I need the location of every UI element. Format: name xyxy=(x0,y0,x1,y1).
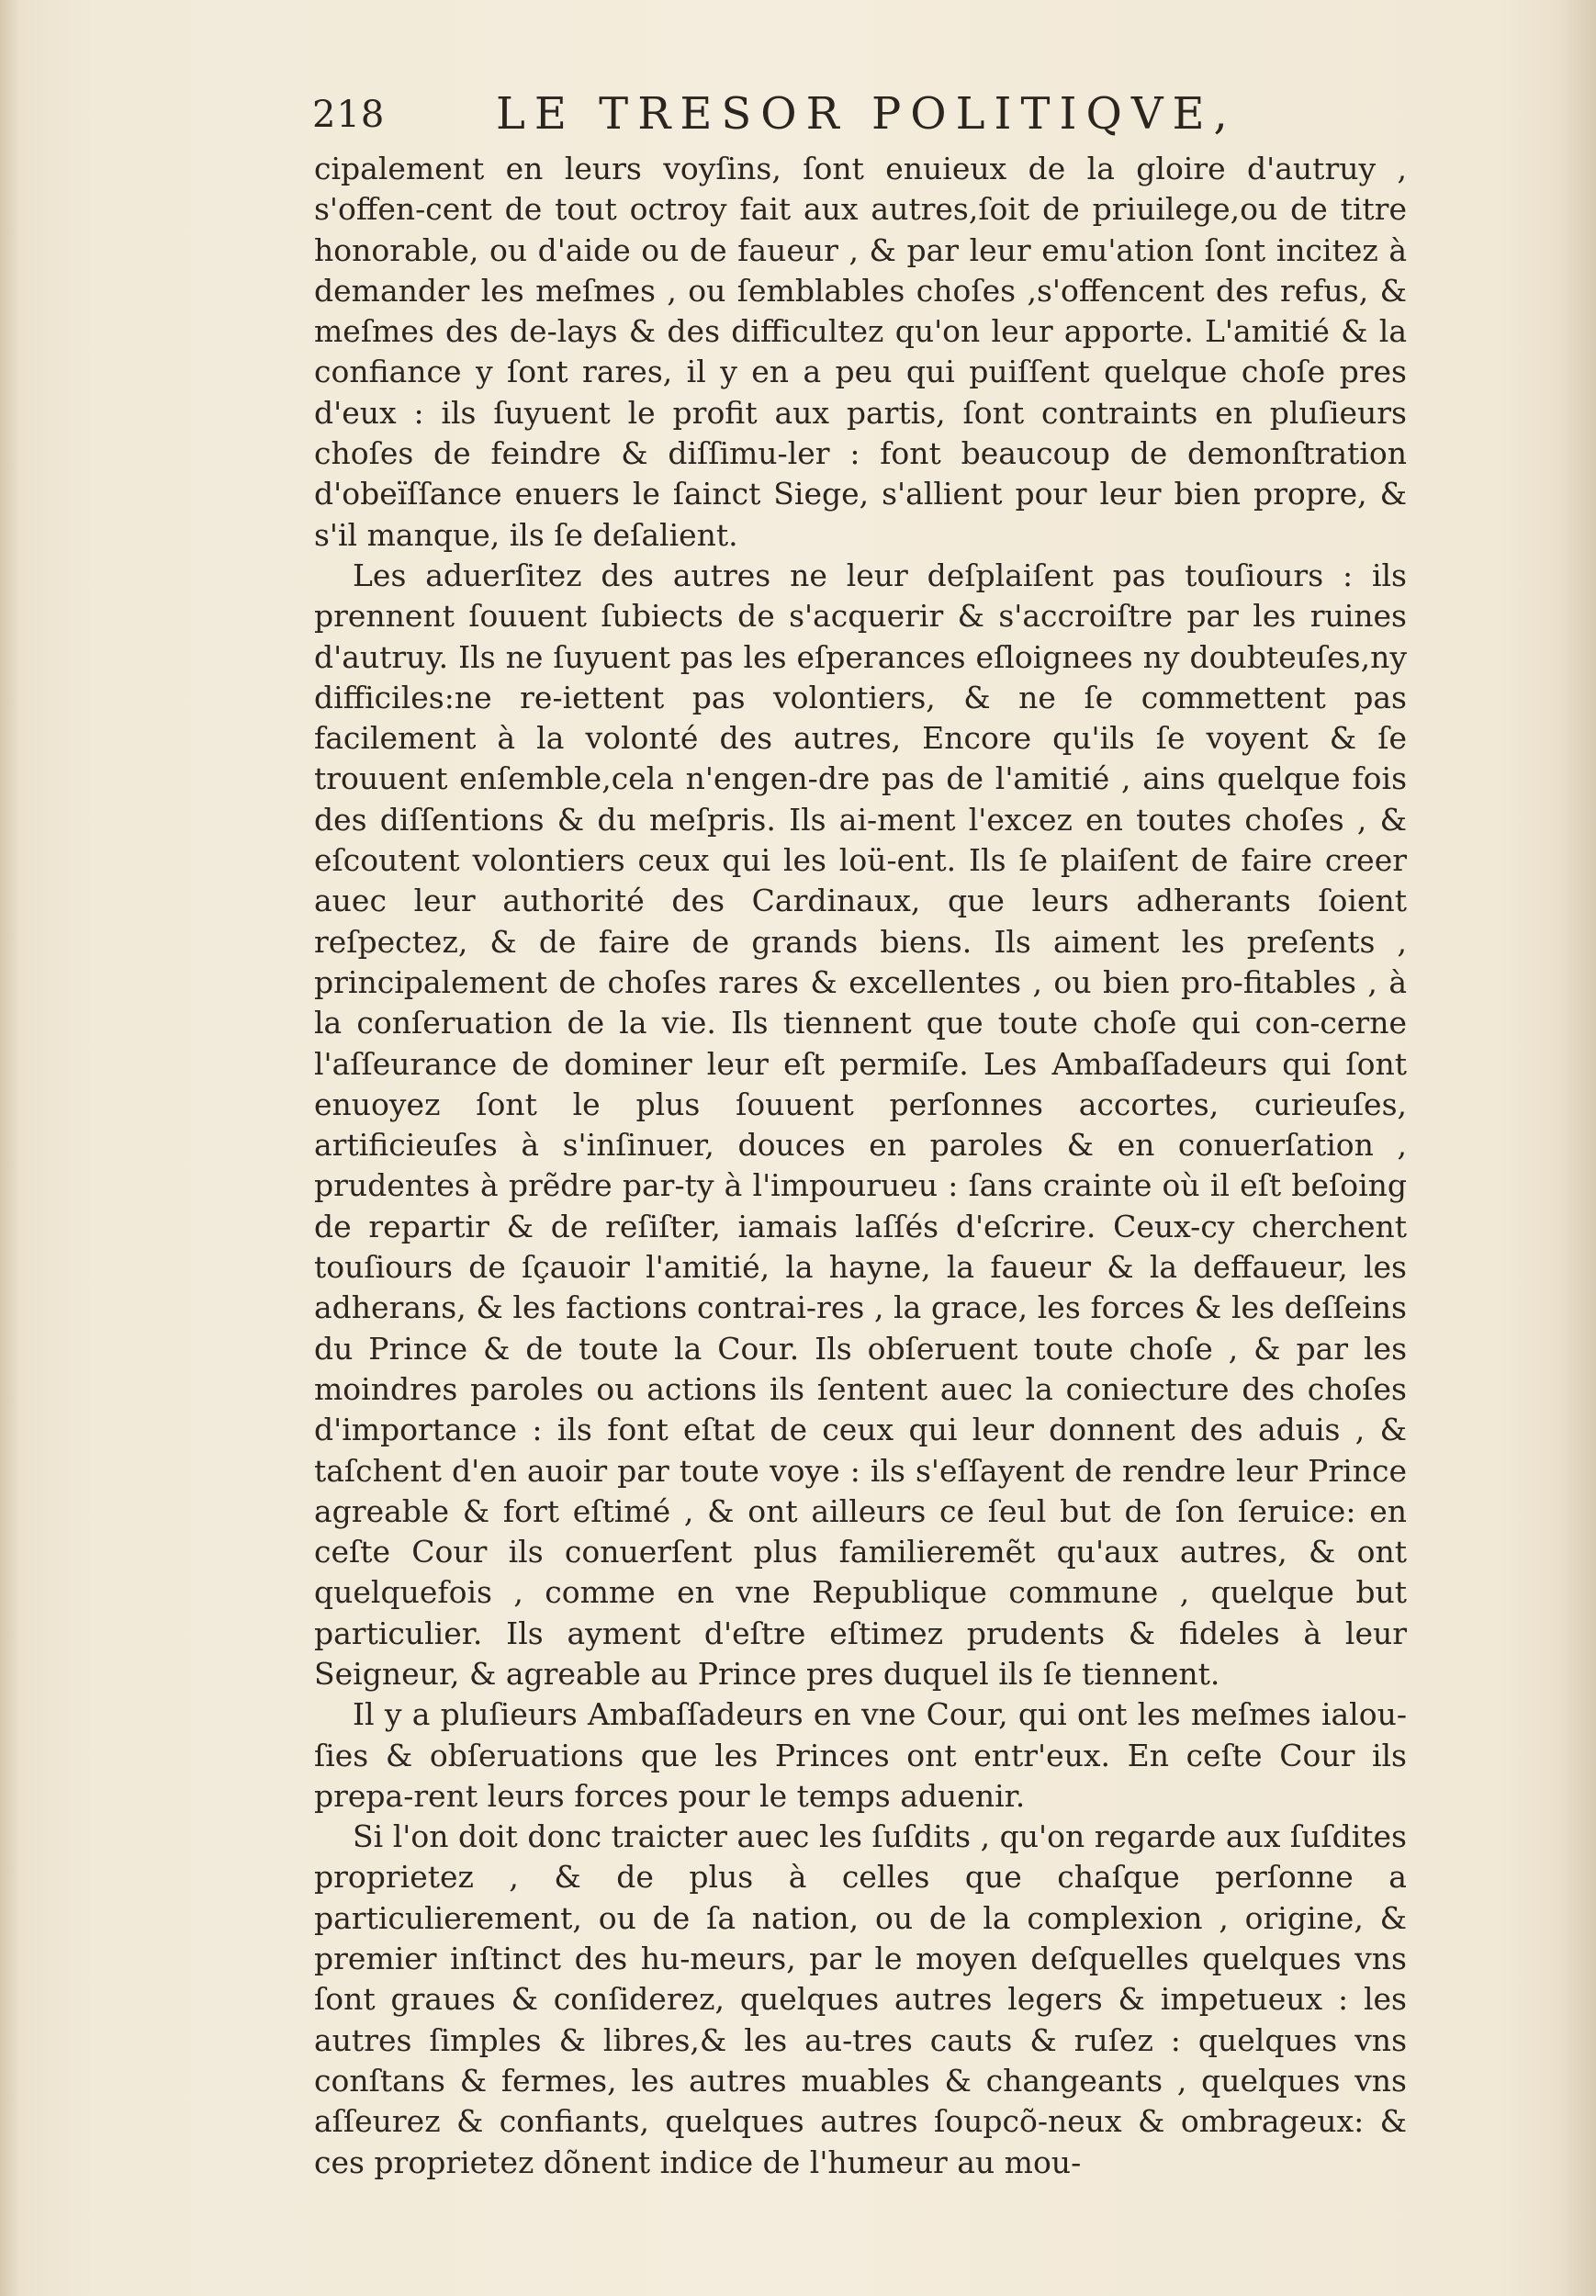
paragraph-2: Les aduerſitez des autres ne leur deſplaiſent pas touſiours : ils prennent ſouuent ſubiects de s'acquerir & s'accroiſtre par les ruines d'autruy. Ils ne ſuyuent pas les eſperances eſloignees ny doubteuſes,ny difficiles:ne re-iettent pas volontiers, & ne ſe commettent pas facilement à la volonté des autres, Encore qu'ils ſe voyent & ſe trouuent enſemble,cela n'engen-dre pas de l'amitié , ains quelque fois des diſſentions & du meſpris. Ils ai-ment l'excez en toutes choſes , & eſcoutent volontiers ceux qui les loü-ent. Ils ſe plaiſent de faire creer auec leur authorité des Cardinaux, que leurs adherants ſoient reſpectez, & de faire de grands biens. Ils aiment les preſents , principalement de choſes rares & excellentes , ou bien pro-fitables , à la conſeruation de la vie. Ils tiennent que toute choſe qui con-cerne l'aſſeurance de dominer leur eſt permiſe. Les Ambaſſadeurs qui ſont enuoyez ſont le plus ſouuent perſonnes accortes, curieuſes, artificieuſes à s'inſinuer, douces en paroles & en conuerſation , prudentes à prẽdre par-ty à l'impourueu : ſans crainte où il eſt beſoing de repartir & de reſiſter, iamais laſſés d'eſcrire. Ceux-cy cherchent touſiours de ſçauoir l'amitié, la hayne, la faueur & la deffaueur, les adherans, & les factions contrai-res , la grace, les forces & les deſſeins du Prince & de toute la Cour. Ils obſeruent toute choſe , & par les moindres paroles ou actions ils ſentent auec la coniecture des choſes d'importance : ils font eſtat de ceux qui leur donnent des aduis , & taſchent d'en auoir par toute voye : ils s'eſſayent de rendre leur Prince agreable & fort eſtimé , & ont ailleurs ce ſeul but de ſon ſeruice: en ceſte Cour ils conuerſent plus familieremẽt qu'aux autres, & ont quelquefois , comme en vne Republique commune , quelque but particulier. Ils ayment d'eſtre eſtimez prudents & fideles à leur Seigneur, & agreable au Prince pres duquel ils ſe tiennent. xyxy=(314,557,1407,1692)
page-header xyxy=(312,88,1267,143)
paragraph-3: Il y a pluſieurs Ambaſſadeurs en vne Cour, qui ont les meſmes ialou-ſies & obſeruations que les Princes ont entr'eux. En ceſte Cour ils prepa-rent leurs forces pour le temps aduenir. xyxy=(314,1696,1407,1814)
body-text xyxy=(314,149,1407,2183)
paragraph-4: Si l'on doit donc traicter auec les ſuſdits , qu'on regarde aux ſuſdites proprietez , & de plus à celles que chaſque perſonne a particulierement, ou de ſa nation, ou de la complexion , origine, & premier inſtinct des hu-meurs, par le moyen deſquelles quelques vns ſont graues & conſiderez, quelques autres legers & impetueux : les autres ſimples & libres,& les au-tres cauts & ruſez : quelques vns conſtans & fermes, les autres muables & changeants , quelques vns aſſeurez & confiants, quelques autres ſoupcõ-neux & ombrageux: & ces proprietez dõnent indice de l'humeur au mou- xyxy=(314,1818,1407,2180)
paragraph-1: cipalement en leurs voyſins, ſont enuieux de la gloire d'autruy , s'offen-cent de tout octroy fait aux autres,ſoit de priuilege,ou de titre honorable, ou d'aide ou de faueur , & par leur emu'ation ſont incitez à demander les meſmes , ou ſemblables choſes ,s'offencent des refus, & meſmes des de-lays & des difficultez qu'on leur apporte. L'amitié & la confiance y ſont rares, il y en a peu qui puiſſent quelque choſe pres d'eux : ils ſuyuent le profit aux partis, ſont contraints en pluſieurs choſes de feindre & diſſimu-ler : font beaucoup de demonſtration d'obeïſſance enuers le ſainct Siege, s'allient pour leur bien propre, & s'il manque, ils ſe deſalient. xyxy=(314,151,1407,553)
page-edge-shadow xyxy=(1559,0,1596,2296)
running-title: LE TRESOR POLITIQVE, xyxy=(496,88,1237,140)
page-gutter-shadow xyxy=(0,0,20,2296)
page-number: 218 xyxy=(312,94,386,136)
